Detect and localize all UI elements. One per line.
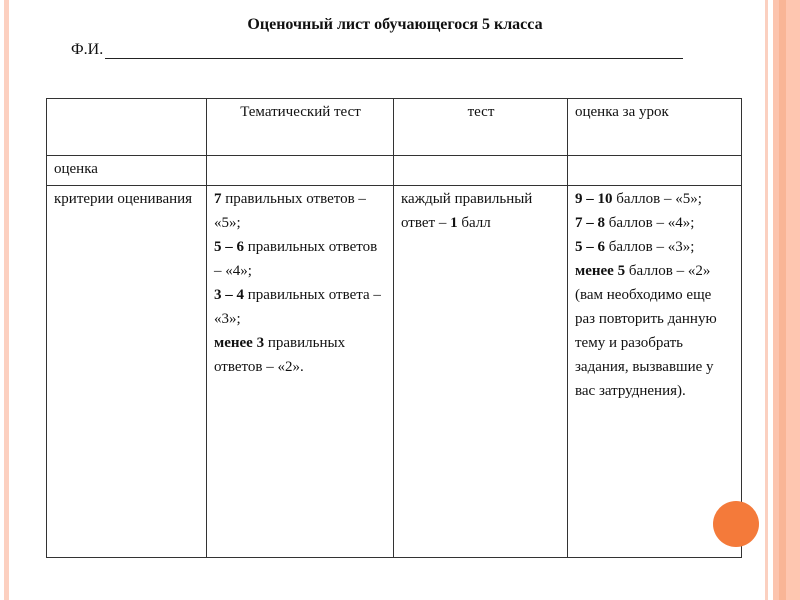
grade-thematic [207, 156, 394, 186]
criterion-item: 5 – 6 правильных ответов – «4»; [214, 239, 378, 279]
name-label: Ф.И. [71, 41, 104, 58]
header-empty [47, 99, 207, 156]
criterion-item: 9 – 10 баллов – «5»; [575, 191, 702, 207]
criteria-lesson [568, 186, 742, 558]
frame-stripe-right [765, 0, 800, 600]
criterion-item: 3 – 4 правильных ответа – «3»; [214, 287, 381, 327]
frame-stripe-left [4, 0, 9, 600]
criteria-thematic [207, 186, 394, 558]
grade-row [47, 156, 742, 186]
header-thematic: Тематический тест [207, 99, 394, 156]
name-field [71, 40, 683, 59]
page-title: Оценочный лист обучающегося 5 класса [247, 16, 543, 33]
criteria-label: критерии оценивания [47, 186, 207, 558]
name-underline [105, 40, 683, 59]
header-row [47, 99, 742, 156]
grade-label: оценка [47, 156, 207, 186]
header-lesson: оценка за урок [568, 99, 742, 156]
criterion-item: 5 – 6 баллов – «3»; [575, 239, 695, 255]
grading-table [46, 98, 742, 558]
criteria-test: каждый правильный ответ – 1 балл [394, 186, 568, 558]
criterion-item: менее 5 баллов – «2» (вам необходимо еще раз повторить данную тему и разобрать задания, вызвавшие у вас затруднения). [575, 263, 717, 399]
grade-lesson [568, 156, 742, 186]
decorative-orange-circle [713, 501, 759, 547]
criteria-row [47, 186, 742, 558]
criterion-item: 7 правильных ответов – «5»; [214, 191, 366, 231]
header-test: тест [394, 99, 568, 156]
grade-test [394, 156, 568, 186]
criterion-item: менее 3 правильных ответов – «2». [214, 335, 346, 375]
criterion-item: 7 – 8 баллов – «4»; [575, 215, 695, 231]
